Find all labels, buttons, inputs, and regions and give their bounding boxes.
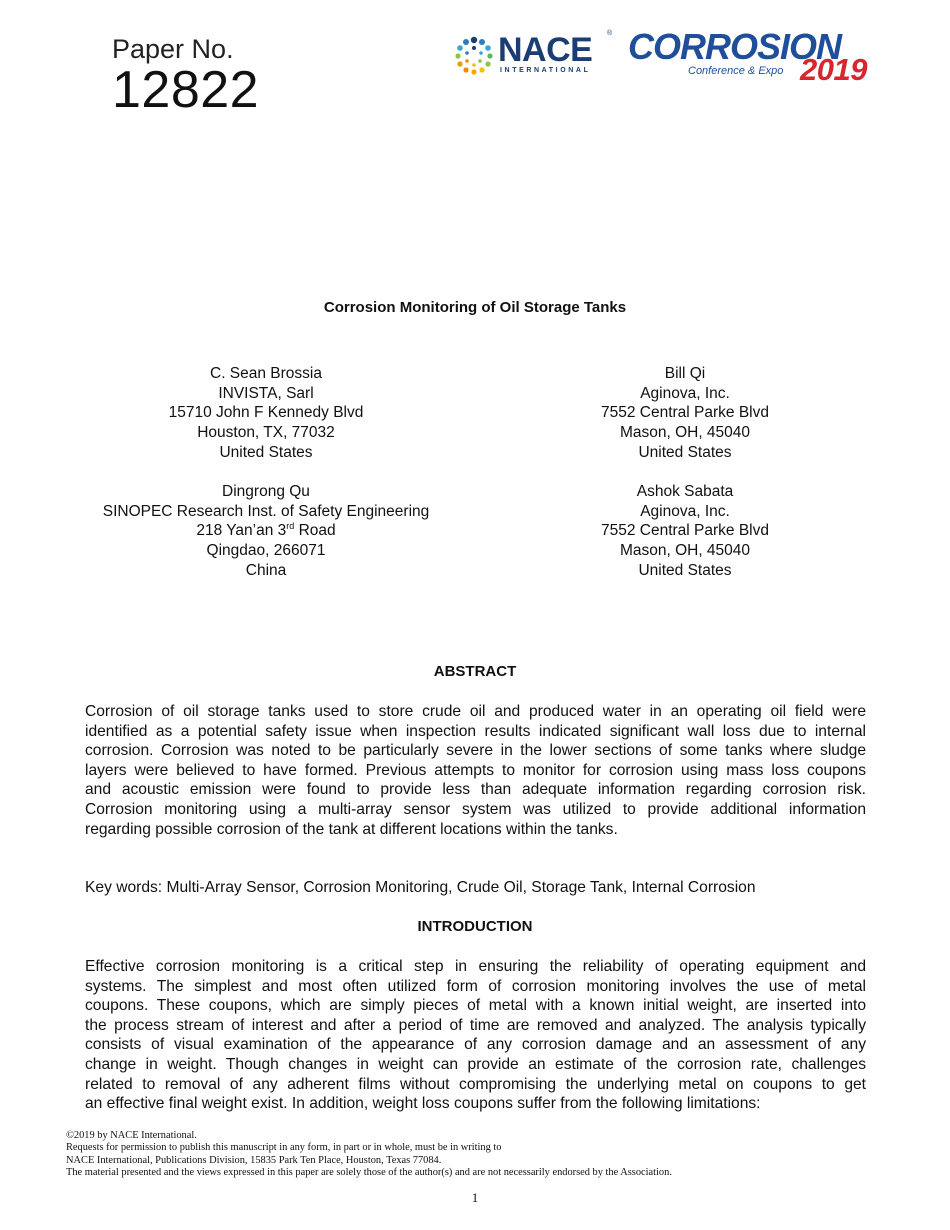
abstract-line: Corrosion monitoring using a multi-array sensor system was utilized to provide additional information <box>85 800 866 818</box>
author-city: Mason, OH, 45040 <box>619 424 751 442</box>
corrosion-logo-word: CORROSION <box>628 26 842 67</box>
introduction-line: change in weight. Though changes in weight can provide an estimate of the corrosion rate, challenges <box>85 1055 866 1073</box>
author-country: United States <box>638 443 732 461</box>
author-name: C. Sean Brossia <box>210 365 322 382</box>
author-name: Bill Qi <box>664 365 706 382</box>
copyright-footer <box>66 1130 672 1179</box>
abstract-line: Corrosion of oil storage tanks used to store crude oil and produced water in an operating oil field were <box>85 703 866 720</box>
nace-logo-word: NACE <box>498 31 593 69</box>
author-city: Houston, TX, 77032 <box>197 424 335 442</box>
footer-line: Requests for permission to publish this manuscript in any form, in part or in whole, must be in writing to <box>66 1142 502 1154</box>
author-name: Dingrong Qu <box>222 483 310 500</box>
abstract-line: corrosion. Corrosion was noted to be particularly severe in the lower sections of some tanks where sludge <box>85 742 866 760</box>
nace-logo-subtitle: INTERNATIONAL <box>500 67 591 74</box>
author-block-1 <box>80 364 452 463</box>
author-name: Ashok Sabata <box>636 483 734 500</box>
author-country: United States <box>638 561 732 579</box>
nace-sunburst-icon <box>452 34 496 78</box>
author-org: SINOPEC Research Inst. of Safety Engineering <box>102 502 430 520</box>
introduction-line: related to removal of any adherent films without compromising the underlying metal on coupons to get <box>85 1075 866 1093</box>
abstract-heading: ABSTRACT <box>433 663 517 680</box>
introduction-line: an effective final weight exist. In addition, weight loss coupons suffer from the following limitations: <box>85 1095 761 1113</box>
abstract-line: layers were believed to have formed. Previous attempts to monitor for corrosion using mass loss coupons <box>85 761 866 779</box>
paper-number-label: Paper No. <box>112 34 234 64</box>
footer-line: ©2019 by NACE International. <box>66 1130 197 1141</box>
author-city: Qingdao, 266071 <box>206 542 326 560</box>
introduction-paragraph <box>85 957 866 1114</box>
introduction-line: the process stream of interest and after a period of time are removed and analyzed. The analysis typically <box>85 1016 866 1034</box>
abstract-line: regarding possible corrosion of the tank at different locations within the tanks. <box>85 820 618 838</box>
paper-title: Corrosion Monitoring of Oil Storage Tanks <box>323 299 627 316</box>
author-block-2 <box>560 364 810 463</box>
nace-registered-mark: ® <box>607 30 613 37</box>
author-address: 218 Yan’an 3rd Road <box>196 521 336 540</box>
author-org: INVISTA, Sarl <box>218 384 314 402</box>
author-country: United States <box>219 443 313 461</box>
introduction-heading: INTRODUCTION <box>417 918 533 935</box>
introduction-line: systems. The simplest and most often utilized form of corrosion monitoring involves the use of metal <box>85 977 866 995</box>
footer-line: The material presented and the views expressed in this paper are solely those of the author(s) and are not necessarily endorsed by the Association. <box>66 1166 672 1178</box>
author-org: Aginova, Inc. <box>640 384 730 402</box>
footer-line: NACE International, Publications Division, 15835 Park Ten Place, Houston, Texas 77084. <box>66 1154 442 1166</box>
corrosion-logo-subtitle: Conference & Expo <box>688 65 784 77</box>
page-number: 1 <box>471 1190 479 1205</box>
keywords: Key words: Multi-Array Sensor, Corrosion Monitoring, Crude Oil, Storage Tank, Internal Corrosion <box>85 879 756 896</box>
author-org: Aginova, Inc. <box>640 502 730 520</box>
introduction-line: Effective corrosion monitoring is a critical step in ensuring the reliability of operating equipment and <box>85 958 866 975</box>
author-address: 15710 John F Kennedy Blvd <box>168 404 364 422</box>
author-address: 7552 Central Parke Blvd <box>600 404 769 422</box>
corrosion-logo-year: 2019 <box>800 52 867 87</box>
abstract-line: identified as a potential safety issue when inspection results indicated significant wall loss due to internal <box>85 722 866 740</box>
abstract-paragraph <box>85 702 866 839</box>
author-address: 7552 Central Parke Blvd <box>600 522 769 540</box>
paper-number: 12822 <box>112 61 260 119</box>
introduction-line: coupons. These coupons, which are simply pieces of metal with a known initial weight, are inserted into <box>85 997 866 1015</box>
introduction-line: consists of visual examination of the appearance of any corrosion damage and an assessment of any <box>85 1036 866 1054</box>
author-country: China <box>245 561 287 579</box>
author-city: Mason, OH, 45040 <box>619 542 751 560</box>
author-block-3 <box>80 482 452 581</box>
author-block-4 <box>560 482 810 581</box>
abstract-line: and acoustic emission were found to provide less than adequate information regarding corrosion risk. <box>85 781 866 799</box>
